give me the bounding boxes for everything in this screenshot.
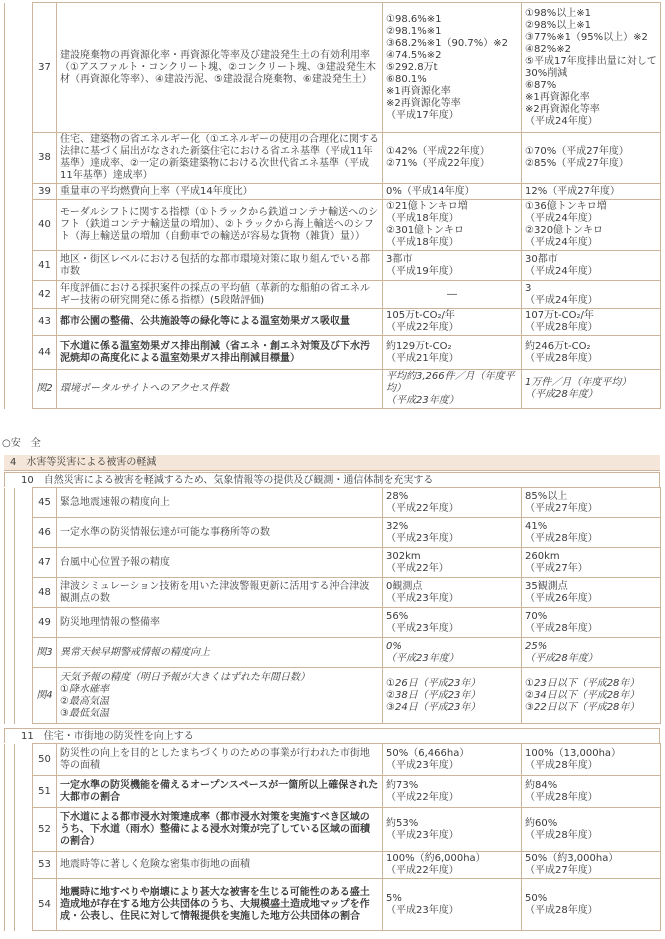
description-line: 台風中心位置予報の精度 xyxy=(60,556,170,568)
value-line: 85%以上 xyxy=(525,490,568,502)
description-line: 住宅、建築物の省エネルギー化（①エネルギーの使用の合理化に関する法律に基づく届出がなされた新築住宅における省エネ基準（平成11年基準）達成率、②一定の新築建築物における次世代省エネ基準（平成11年基準）達成率） xyxy=(60,134,379,181)
value-line: ②34日以下（平成28年） xyxy=(525,689,640,701)
value-line: ※1再資源化率 xyxy=(525,91,590,103)
value-line: 41% xyxy=(525,520,548,532)
indicator-number: 45 xyxy=(33,488,57,518)
table-row xyxy=(5,200,661,251)
baseline-value xyxy=(383,488,522,518)
section-heading-safety: ○安 全 xyxy=(2,438,41,449)
table-row xyxy=(5,184,661,200)
target-value xyxy=(522,488,661,518)
indicator-description xyxy=(57,852,383,879)
indent-cell xyxy=(15,879,33,931)
table-row xyxy=(5,578,661,608)
value-line: （平成23年度） xyxy=(386,759,459,771)
indicator-number: 43 xyxy=(33,309,57,336)
description-line: 地区・街区レベルにおける包括的な都市環境対策に取り組んでいる都市数 xyxy=(60,253,370,277)
indent-cell xyxy=(5,808,15,852)
table-environment xyxy=(4,2,661,409)
value-line: 25% xyxy=(525,640,548,652)
table-row xyxy=(5,133,661,184)
indicator-number: 44 xyxy=(33,336,57,370)
value-line: 約53% xyxy=(386,817,419,829)
description-line: 緊急地震速報の精度向上 xyxy=(60,496,170,508)
target-value xyxy=(522,776,661,808)
value-line: 56% xyxy=(386,610,409,622)
value-line: 0%（平成14年度） xyxy=(386,185,475,197)
value-line: （平成19年度） xyxy=(386,265,459,277)
value-line: 107万t-CO₂/年 xyxy=(525,310,594,321)
value-line: ④74.5%※2 xyxy=(386,49,442,61)
baseline-value xyxy=(383,744,522,776)
value-line: 0観測点 xyxy=(386,580,423,592)
indent-cell xyxy=(5,251,33,281)
value-line: （平成28年度） xyxy=(525,791,598,803)
value-line: ②98%以上※1 xyxy=(525,19,591,31)
value-line: （平成28年度） xyxy=(525,352,598,364)
value-line: ― xyxy=(447,288,457,300)
indent-cell xyxy=(5,370,33,409)
table-row xyxy=(5,251,661,281)
description-line: モーダルシフトに関する指標（①トラックから鉄道コンテナ輸送へのシフト（鉄道コンテナ輸送量の増加）、②トラックから海上輸送へのシフト（海上輸送量の増加（自動車での輸送が容易な貨物（雑貨）量）） xyxy=(60,207,379,242)
value-line: ③68.2%※1（90.7%）※2 xyxy=(386,37,508,49)
value-line: （平成27年度） xyxy=(525,502,598,514)
indicator-description xyxy=(57,879,383,931)
baseline-value xyxy=(383,578,522,608)
value-line: 5% xyxy=(386,892,402,904)
indicator-description xyxy=(57,281,383,309)
value-line: ③77%※1（95%以上）※2 xyxy=(525,31,648,43)
indent-cell xyxy=(5,548,15,578)
value-line: （平成23年度） xyxy=(386,622,459,634)
baseline-value xyxy=(383,309,522,336)
value-line: ①36億トンキロ増 xyxy=(525,201,607,212)
value-line: 100%（13,000ha） xyxy=(525,747,622,759)
indicator-number: 49 xyxy=(33,608,57,638)
baseline-value xyxy=(383,879,522,931)
value-line: ①98.6%※1 xyxy=(386,13,442,25)
value-line: （平成28年度） xyxy=(525,322,598,333)
indicator-description xyxy=(57,776,383,808)
section-4-heading: 4 水害等災害による被害の軽減 xyxy=(4,455,660,471)
description-line: 建設廃棄物の再資源化率・再資源化等率及び建設発生土の有効利用率（①アスファルト・コンクリート塊、②コンクリート塊、③建設発生木材（再資源化等率）、④建設汚泥、⑤建設混合廃棄物、⑥建設発生土） xyxy=(60,49,376,85)
table-row xyxy=(5,370,661,409)
value-line: ①23日以下（平成28年） xyxy=(525,677,640,689)
indent-cell xyxy=(5,668,15,724)
table-row xyxy=(5,638,661,668)
value-line: ②85%（平成27年度） xyxy=(525,158,629,169)
value-line: （平成22年度） xyxy=(386,502,459,514)
value-line: （平成27年） xyxy=(525,562,588,574)
indicator-description xyxy=(57,133,383,184)
indicator-description xyxy=(57,608,383,638)
value-line: 1万件／月（年度平均） xyxy=(525,377,632,388)
value-line: ⑥87% xyxy=(525,79,557,91)
table-row xyxy=(5,309,661,336)
description-line: ①降水確率 xyxy=(60,683,109,695)
value-line: ①70%（平成27年度） xyxy=(525,146,629,157)
table-row xyxy=(5,744,661,776)
value-line: 50%（6,466ha） xyxy=(386,747,470,759)
description-line: 地震時に地すべりや崩壊により甚大な被害を生じる可能性のある盛土造成地が存在する地方公共団体のうち、大規模盛土造成地マップを作成・公表し、住民に対して情報提供を実施した地方公共団体の割合 xyxy=(60,886,370,922)
indicator-number: 41 xyxy=(33,251,57,281)
indent-cell xyxy=(5,578,15,608)
indicator-description xyxy=(57,488,383,518)
indicator-description xyxy=(57,808,383,852)
target-value xyxy=(522,184,661,200)
table-row xyxy=(5,879,661,931)
table-row xyxy=(5,336,661,370)
value-line: ②301億トンキロ xyxy=(386,225,465,236)
value-line: ③24日（平成23年） xyxy=(386,701,481,713)
target-value xyxy=(522,578,661,608)
indent-cell xyxy=(5,518,15,548)
value-line: （平成28年度） xyxy=(525,829,598,841)
indicator-number: 50 xyxy=(33,744,57,776)
indicator-number: 関2 xyxy=(33,370,57,409)
table-row xyxy=(5,776,661,808)
indent-cell xyxy=(15,744,33,776)
indent-cell xyxy=(15,852,33,879)
indicator-number: 54 xyxy=(33,879,57,931)
indicator-description xyxy=(57,200,383,251)
description-line: ③最低気温 xyxy=(60,707,109,719)
baseline-value xyxy=(383,200,522,251)
indicator-number: 48 xyxy=(33,578,57,608)
indicator-description xyxy=(57,184,383,200)
indicator-description xyxy=(57,668,383,724)
table-section-10 xyxy=(4,487,661,724)
value-line: 70% xyxy=(525,610,548,622)
value-line: （平成18年度） xyxy=(386,237,459,248)
value-line: ①98%以上※1 xyxy=(525,7,591,19)
value-line: （平成24年度） xyxy=(525,237,598,248)
value-line: ⑥80.1% xyxy=(386,73,427,85)
target-value xyxy=(522,370,661,409)
baseline-value xyxy=(383,776,522,808)
description-line: 重量車の平均燃費向上率（平成14年度比） xyxy=(60,185,253,197)
value-line: 30都市 xyxy=(525,253,558,265)
indicator-number: 51 xyxy=(33,776,57,808)
baseline-value xyxy=(383,852,522,879)
baseline-value xyxy=(383,548,522,578)
value-line: 約73% xyxy=(386,779,419,791)
target-value xyxy=(522,336,661,370)
value-line: （平成26年度） xyxy=(525,592,598,604)
value-line: （平成24年度） xyxy=(525,115,598,127)
baseline-value xyxy=(383,3,522,133)
baseline-value xyxy=(383,281,522,309)
indicator-number: 関4 xyxy=(33,668,57,724)
value-line: （平成24年度） xyxy=(525,265,598,277)
target-value xyxy=(522,608,661,638)
indent-cell xyxy=(15,808,33,852)
indent-cell xyxy=(5,879,15,931)
description-line: 下水道に係る温室効果ガス排出削減（省エネ・創エネ対策及び下水汚泥焼却の高度化による温室効果ガス排出削減目標量） xyxy=(60,340,370,364)
indent-cell xyxy=(15,518,33,548)
indent-cell xyxy=(5,133,33,184)
value-line: （平成22年） xyxy=(386,562,449,574)
value-line: （平成22年度） xyxy=(386,865,459,876)
value-line: （平成23年度） xyxy=(386,652,459,664)
table-row xyxy=(5,808,661,852)
indent-cell xyxy=(15,608,33,638)
indent-cell xyxy=(15,668,33,724)
target-value xyxy=(522,548,661,578)
value-line: 28% xyxy=(386,490,409,502)
value-line: （平成22年度） xyxy=(386,791,459,803)
description-line: 環境ポータルサイトへのアクセス件数 xyxy=(60,383,229,394)
value-line: （平成24年度） xyxy=(525,294,598,306)
target-value xyxy=(522,133,661,184)
table-row xyxy=(5,518,661,548)
target-value xyxy=(522,3,661,133)
value-line: 平均約3,266件／月（年度平均） xyxy=(386,371,515,394)
indent-cell xyxy=(5,200,33,251)
description-line: 年度評価における採択案件の採点の平均値（革新的な船舶の省エネルギー技術の研究開発に係る指標）(5段階評価) xyxy=(60,282,370,306)
value-line: 302km xyxy=(386,550,421,562)
value-line: ※2再資源化等率 xyxy=(386,97,461,109)
value-line: （平成23年度） xyxy=(386,829,459,841)
value-line: （平成23年度） xyxy=(386,592,459,604)
value-line: 260km xyxy=(525,550,560,562)
table-row xyxy=(5,488,661,518)
baseline-value xyxy=(383,518,522,548)
target-value xyxy=(522,879,661,931)
table-row xyxy=(5,668,661,724)
value-line: ※2再資源化等率 xyxy=(525,103,600,115)
value-line: 約129万t-CO₂ xyxy=(386,340,452,352)
value-line: ①21億トンキロ増 xyxy=(386,201,468,212)
target-value xyxy=(522,200,661,251)
indicator-number: 53 xyxy=(33,852,57,879)
baseline-value xyxy=(383,808,522,852)
baseline-value xyxy=(383,184,522,200)
indent-cell xyxy=(15,578,33,608)
description-line: 異常天候早期警戒情報の精度向上 xyxy=(60,646,210,658)
value-line: 100%（約6,000ha） xyxy=(386,853,486,864)
value-line: 0% xyxy=(386,640,402,652)
value-line: （平成22年度） xyxy=(386,322,459,333)
indent-cell xyxy=(5,281,33,309)
value-line: 105万t-CO₂/年 xyxy=(386,310,455,321)
value-line: （平成23年度） xyxy=(386,395,459,406)
value-line: 12%（平成27年度） xyxy=(525,185,620,197)
indicator-number: 39 xyxy=(33,184,57,200)
table-row xyxy=(5,548,661,578)
baseline-value xyxy=(383,638,522,668)
value-line: （平成17年度） xyxy=(386,109,459,121)
indicator-description xyxy=(57,578,383,608)
indicator-number: 40 xyxy=(33,200,57,251)
indent-cell xyxy=(15,548,33,578)
indicator-number: 38 xyxy=(33,133,57,184)
value-line: ①42%（平成22年度） xyxy=(386,146,490,157)
value-line: 3 xyxy=(525,282,532,294)
description-line: 津波シミュレーション技術を用いた津波警報更新に活用する沖合津波観測点の数 xyxy=(60,580,370,604)
value-line: ③22日以下（平成28年） xyxy=(525,701,640,713)
indicator-description xyxy=(57,3,383,133)
value-line: ※1再資源化率 xyxy=(386,85,451,97)
subsection-11-heading: 11 住宅・市街地の防災性を向上する xyxy=(4,728,660,743)
description-line: 下水道による都市浸水対策達成率（都市浸水対策を実施すべき区域のうち、下水道（雨水）整備による浸水対策が完了している区域の面積の割合） xyxy=(60,811,370,847)
description-line: 天気予報の精度（明日予報が大きくはずれた年間日数） xyxy=(60,671,310,683)
indent-cell xyxy=(15,488,33,518)
target-value xyxy=(522,852,661,879)
description-line: 一定水準の防災情報伝達が可能な事務所等の数 xyxy=(60,526,270,538)
indent-cell xyxy=(15,776,33,808)
description-line: 防災地理情報の整備率 xyxy=(60,616,160,628)
indicator-description xyxy=(57,744,383,776)
value-line: （平成24年度） xyxy=(525,213,598,224)
value-line: 35観測点 xyxy=(525,580,568,592)
table-row xyxy=(5,852,661,879)
value-line: （平成27年度） xyxy=(525,865,598,876)
value-line: 約60% xyxy=(525,817,558,829)
value-line: 50% xyxy=(525,892,548,904)
description-line: ②最高気温 xyxy=(60,695,109,707)
indicator-description xyxy=(57,251,383,281)
value-line: 約84% xyxy=(525,779,558,791)
value-line: ②71%（平成22年度） xyxy=(386,158,490,169)
value-line: （平成18年度） xyxy=(386,213,459,224)
value-line: ②320億トンキロ xyxy=(525,225,604,236)
baseline-value xyxy=(383,336,522,370)
target-value xyxy=(522,668,661,724)
target-value xyxy=(522,281,661,309)
target-value xyxy=(522,309,661,336)
description-line: 防災性の向上を目的としたまちづくりのための事業が行われた市街地等の面積 xyxy=(60,747,370,771)
value-line: 3都市 xyxy=(386,253,413,265)
value-line: ④82%※2 xyxy=(525,43,571,55)
value-line: ②98.1%※1 xyxy=(386,25,442,37)
value-line: ⑤292.8万t xyxy=(386,61,438,73)
description-line: 都市公園の整備、公共施設等の緑化等による温室効果ガス吸収量 xyxy=(60,316,350,327)
value-line: （平成28年度） xyxy=(525,622,598,634)
indent-cell xyxy=(5,336,33,370)
value-line: （平成28年度） xyxy=(525,759,598,771)
value-line: 約246万t-CO₂ xyxy=(525,340,591,352)
indent-cell xyxy=(5,309,33,336)
table-row xyxy=(5,608,661,638)
indent-cell xyxy=(5,744,15,776)
target-value xyxy=(522,638,661,668)
indent-cell xyxy=(5,488,15,518)
value-line: （平成28年度） xyxy=(525,532,598,544)
value-line: （平成23年度） xyxy=(386,532,459,544)
value-line: ⑤平成17年度排出量に対して30%削減 xyxy=(525,55,657,79)
value-line: ①26日（平成23年） xyxy=(386,677,481,689)
table-row xyxy=(5,3,661,133)
indicator-number: 47 xyxy=(33,548,57,578)
indicator-description xyxy=(57,518,383,548)
table-row xyxy=(5,281,661,309)
value-line: 32% xyxy=(386,520,409,532)
baseline-value xyxy=(383,251,522,281)
indent-cell xyxy=(5,608,15,638)
indicator-number: 42 xyxy=(33,281,57,309)
indicator-number: 46 xyxy=(33,518,57,548)
value-line: ②38日（平成23年） xyxy=(386,689,481,701)
description-line: 地震時等に著しく危険な密集市街地の面積 xyxy=(60,859,250,870)
baseline-value xyxy=(383,668,522,724)
value-line: （平成21年度） xyxy=(386,352,459,364)
indicator-description xyxy=(57,548,383,578)
baseline-value xyxy=(383,608,522,638)
value-line: 50%（約3,000ha） xyxy=(525,853,619,864)
value-line: （平成23年度） xyxy=(386,904,459,916)
indicator-number: 37 xyxy=(33,3,57,133)
indicator-number: 関3 xyxy=(33,638,57,668)
indicator-description xyxy=(57,336,383,370)
target-value xyxy=(522,744,661,776)
indent-cell xyxy=(5,184,33,200)
target-value xyxy=(522,518,661,548)
baseline-value xyxy=(383,133,522,184)
indent-cell xyxy=(5,776,15,808)
table-section-11 xyxy=(4,743,661,931)
indent-cell xyxy=(5,3,33,133)
target-value xyxy=(522,251,661,281)
value-line: （平成28年度） xyxy=(525,652,598,664)
target-value xyxy=(522,808,661,852)
indent-cell xyxy=(5,852,15,879)
subsection-10-heading: 10 自然災害による被害を軽減するため、気象情報等の提供及び観測・通信体制を充実する xyxy=(4,472,660,487)
indicator-description xyxy=(57,309,383,336)
indent-cell xyxy=(5,638,15,668)
indicator-number: 52 xyxy=(33,808,57,852)
baseline-value xyxy=(383,370,522,409)
indicator-description xyxy=(57,370,383,409)
value-line: （平成28年度） xyxy=(525,389,598,400)
indicator-description xyxy=(57,638,383,668)
indent-cell xyxy=(15,638,33,668)
value-line: （平成28年度） xyxy=(525,904,598,916)
description-line: 一定水準の防災機能を備えるオープンスペースが一箇所以上確保された大都市の割合 xyxy=(60,779,379,803)
